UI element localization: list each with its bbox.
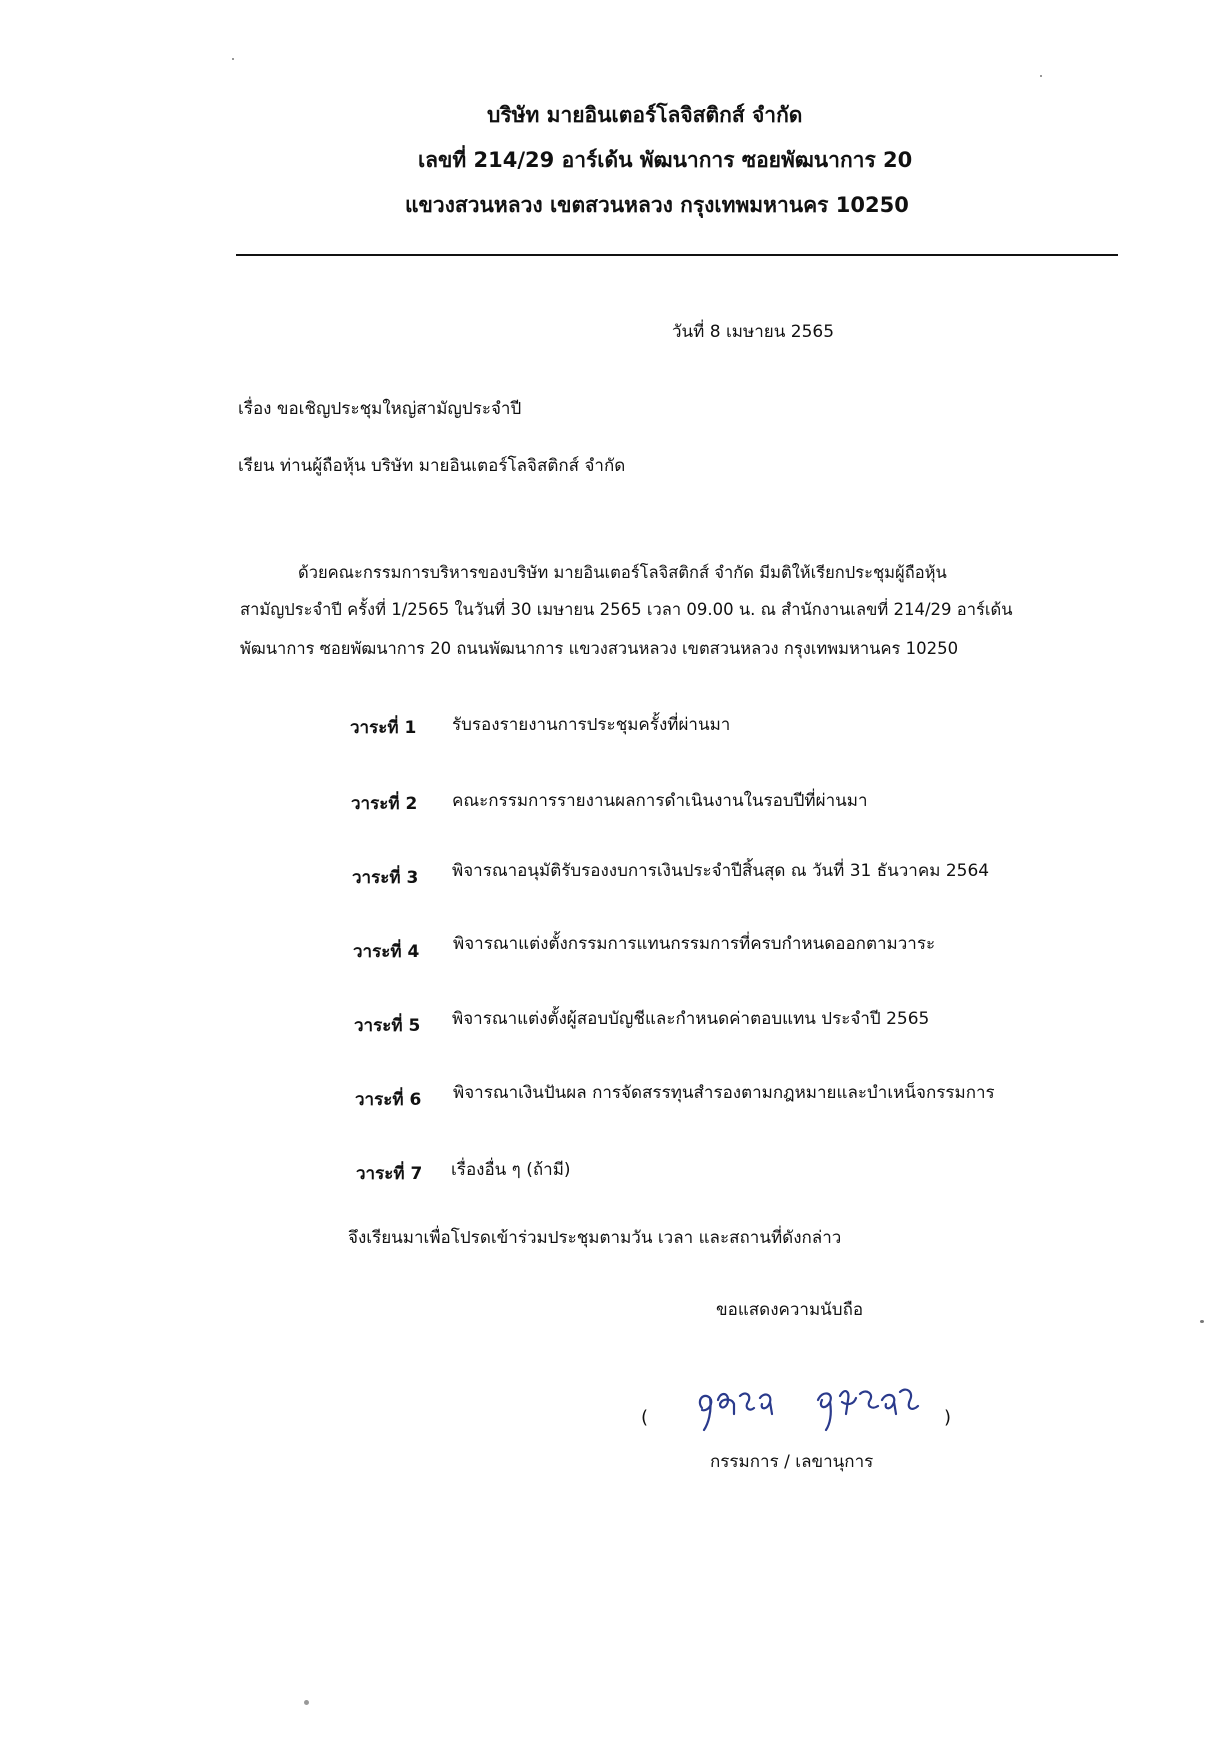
agenda-text: คณะกรรมการรายงานผลการดำเนินงานในรอบปีที่ผ่านมา: [452, 791, 868, 811]
company-name: บริษัท มายอินเตอร์โลจิสติกส์ จำกัด: [487, 103, 803, 127]
agenda-label: วาระที่ 4: [353, 942, 420, 962]
agenda-label: วาระที่ 2: [351, 794, 418, 814]
agenda-text: พิจารณาแต่งตั้งกรรมการแทนกรรมการที่ครบกำหนดออกตามวาระ: [453, 934, 936, 954]
handwritten-signature: [690, 1370, 930, 1440]
agenda-label: วาระที่ 7: [356, 1164, 423, 1184]
scan-speck: [232, 58, 234, 60]
agenda-label: วาระที่ 3: [352, 868, 419, 888]
agenda-text: พิจารณาเงินปันผล การจัดสรรทุนสำรองตามกฎหมายและบำเหน็จกรรมการ: [453, 1083, 995, 1103]
closing-sentence: จึงเรียนมาเพื่อโปรดเข้าร่วมประชุมตามวัน เวลา และสถานที่ดังกล่าว: [348, 1228, 842, 1248]
body-line-1: ด้วยคณะกรรมการบริหารของบริษัท มายอินเตอร์โลจิสติกส์ จำกัด มีมติให้เรียกประชุมผู้ถือหุ้น: [298, 563, 947, 582]
agenda-text: รับรองรายงานการประชุมครั้งที่ผ่านมา: [452, 715, 731, 735]
company-address-line2: แขวงสวนหลวง เขตสวนหลวง กรุงเทพมหานคร 10250: [405, 193, 909, 217]
header-divider: [236, 254, 1118, 256]
scan-speck: [1200, 1320, 1204, 1323]
letter-recipient: เรียน ท่านผู้ถือหุ้น บริษัท มายอินเตอร์โลจิสติกส์ จำกัด: [238, 456, 626, 476]
signatory-title: กรรมการ / เลขานุการ: [710, 1452, 874, 1472]
agenda-label: วาระที่ 6: [355, 1090, 422, 1110]
agenda-text: พิจารณาแต่งตั้งผู้สอบบัญชีและกำหนดค่าตอบแทน ประจำปี 2565: [452, 1009, 930, 1029]
agenda-label: วาระที่ 1: [350, 718, 417, 738]
body-line-2: สามัญประจำปี ครั้งที่ 1/2565 ในวันที่ 30 เมษายน 2565 เวลา 09.00 น. ณ สำนักงานเลขที่ 214/29 อาร์เด้น: [240, 600, 1013, 619]
closing-regards: ขอแสดงความนับถือ: [716, 1300, 864, 1320]
signature-open-paren: (: [641, 1407, 649, 1428]
letter-subject: เรื่อง ขอเชิญประชุมใหญ่สามัญประจำปี: [238, 399, 522, 419]
agenda-text: เรื่องอื่น ๆ (ถ้ามี): [451, 1160, 571, 1180]
scan-speck: [1040, 75, 1042, 77]
scan-speck: [304, 1700, 309, 1705]
signature-close-paren: ): [944, 1407, 952, 1428]
company-address-line1: เลขที่ 214/29 อาร์เด้น พัฒนาการ ซอยพัฒนาการ 20: [418, 148, 913, 172]
letter-date: วันที่ 8 เมษายน 2565: [672, 322, 835, 342]
body-line-3: พัฒนาการ ซอยพัฒนาการ 20 ถนนพัฒนาการ แขวงสวนหลวง เขตสวนหลวง กรุงเทพมหานคร 10250: [240, 639, 959, 658]
agenda-label: วาระที่ 5: [354, 1016, 421, 1036]
agenda-text: พิจารณาอนุมัติรับรองงบการเงินประจำปีสิ้นสุด ณ วันที่ 31 ธันวาคม 2564: [452, 861, 990, 881]
signature-scribble: [690, 1370, 930, 1440]
